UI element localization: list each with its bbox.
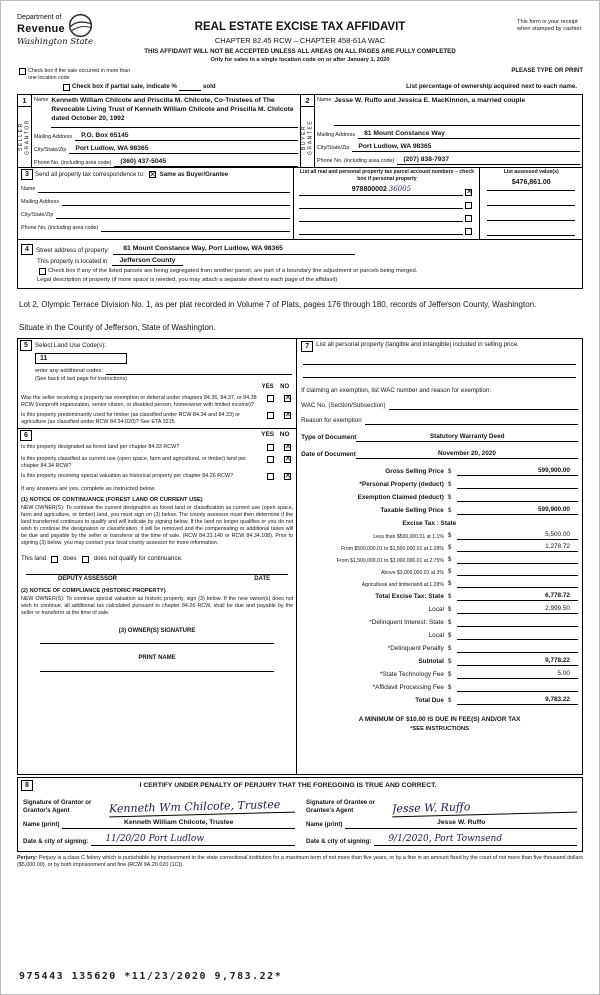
logo-revenue-text: Revenue xyxy=(17,23,65,35)
rate-agricultural-label: Agricultural and timberland at 1.28% xyxy=(361,581,444,588)
gross-selling-price-label: Gross Selling Price xyxy=(385,468,444,476)
seller-phone-label: Phone No. (including area code) xyxy=(34,160,112,167)
perjury-label: Perjury: xyxy=(17,855,38,861)
street-address-label: Street address of property: xyxy=(36,246,110,254)
affidavit-processing-fee-value[interactable] xyxy=(457,683,578,692)
q6-2-no-checkbox[interactable] xyxy=(284,456,291,463)
correspondence-mailing-field[interactable] xyxy=(62,197,290,206)
no-column-header-2: NO xyxy=(279,431,290,439)
deputy-assessor-label: DEPUTY ASSESSOR xyxy=(58,576,118,583)
partial-sale-label: Check box if partial sale, indicate % xyxy=(72,83,177,91)
this-land-label: This land xyxy=(21,555,47,563)
section-6-number: 6 xyxy=(20,430,32,441)
buyer-mailing-label: Mailing Address xyxy=(317,132,356,139)
notice-continuance-title: (1) NOTICE OF CONTINUANCE (FOREST LAND OR CURRENT USE) xyxy=(21,496,203,503)
buyer-phone-value[interactable]: (207) 838-7937 xyxy=(397,156,580,165)
delinquent-penalty-label: *Delinquent Penalty xyxy=(387,645,444,653)
parcel-personal-checkbox-4[interactable] xyxy=(465,228,472,235)
total-due-value[interactable]: 9,783.22 xyxy=(457,696,578,705)
doc-type-value[interactable]: Statutory Warranty Deed xyxy=(356,433,578,442)
seller-section xyxy=(18,95,300,167)
seller-grantor-vertical-label: SELLER GRANTOR xyxy=(18,119,31,156)
parcel-number-handwritten: 36005 xyxy=(388,185,412,194)
owners-signature-label: (3) OWNER(S) SIGNATURE xyxy=(118,627,196,634)
section-7: 7 List all personal property (tangible and intangible) included in selling price. If claiming an exemption, list WAC number and reason for exemption: WAC No. (Section/Subsection) Reason for exemption Type of Document Statutory Warranty Deed Date of Document November 20, 2020 Gross Selling Price $ 599,900.00 *Personal Property (deduct) $ Exemption Claimed (deduct) $ Taxable Selling Price $ 599,900.00 Excise Tax : State Less than $500,000.01 at 1.1% $ 5,500.00 From $500,000.01 to $1,500,000.01 at 1.28% $ 1,278.72 From $1,500,000.01 to $3,000,000.01 at 2.75% $ Above $3,000,000.01 at 3% $ Agricultural and timberland at 1.28% $ Total Excise Tax: State $ 6,778.72 Local $ 2,999.50 *Delinquent Interest: State $ Local $ *Delinquent Penalty $ Subtotal $ 9,778.22 *State Technology Fee $ 5.00 *Affidavit Processing Fee $ Total Due $ 9,783.22 A MINIMUM OF $10.00 IS DUE IN FEE(S) AND/OR TAX *SEE INSTRUCTIONS xyxy=(297,338,583,775)
assessed-value-3[interactable] xyxy=(487,209,575,221)
buyer-section xyxy=(300,95,582,167)
assessed-value-header: List assessed value(s) xyxy=(503,169,559,176)
exemption-claimed-label: Exemption Claimed (deduct) xyxy=(357,494,444,502)
section-3 xyxy=(17,168,583,240)
land-does-checkbox[interactable] xyxy=(51,556,58,563)
single-location-note: Only for sales in a single location code on or after January 1, 2020 xyxy=(210,56,390,63)
seller-name-label: Name xyxy=(34,97,49,104)
segregated-checkbox[interactable] xyxy=(39,268,46,275)
grantor-signature-block xyxy=(18,791,300,851)
delinquent-penalty-value[interactable] xyxy=(457,644,578,653)
parcel-number-value[interactable]: 978800002 xyxy=(351,186,387,194)
buyer-city-label: City/State/Zip xyxy=(317,145,350,152)
grantor-name-print-value[interactable]: Kenneth William Chilcote, Trustee xyxy=(62,819,295,828)
segregated-note: Check box if any of the listed parcels are being segregated from another parcel, are part of a boundary line adjustment or parcels being merged. xyxy=(48,268,418,275)
parcel-header-line1: List all real and personal property tax parcel account numbers xyxy=(299,169,454,176)
buyer-city-value[interactable]: Port Ludlow, WA 98365 xyxy=(352,143,580,152)
total-excise-state-value[interactable]: 6,778.72 xyxy=(457,592,578,601)
grantor-signature[interactable]: Kenneth Wm Chilcote, Trustee xyxy=(109,797,295,817)
section-1-number: 1 xyxy=(18,95,31,107)
subtotal-value[interactable]: 9,778.22 xyxy=(457,657,578,666)
no-column-header: NO xyxy=(280,384,290,391)
rate-tier-1-label: Less than $500,000.01 at 1.1% xyxy=(373,533,444,540)
q5-2-no-checkbox[interactable] xyxy=(284,412,291,419)
parties-section xyxy=(17,94,583,168)
parcel-number-field-3[interactable] xyxy=(299,212,463,222)
rate-agricultural-value[interactable] xyxy=(457,579,578,588)
notice-continuance-body: NEW OWNER(S): To continue the current designation as forest land or classification as current use (open space, farm and agriculture, or timber) land, you must sign on (3) below. The county assessor must then determine if the land transferred continues to qualify and will indicate by signing below. If the land no longer qualifies or you do not wish to continue the designation or classification, it will be removed and the compensating or additional taxes will be due and payable by the seller or transferor at the time of sale. (RCW 84.33.140 or RCW 84.34.108). Prior to signing (3) below, you may contact your local county assessor for more information. xyxy=(21,505,294,547)
grantor-signature-label: Signature of Grantor or Grantor's Agent xyxy=(23,798,92,814)
street-address-value[interactable]: 81 Mount Constance Way, Port Ludlow, WA 98365 xyxy=(113,245,355,254)
q5-1-no-checkbox[interactable] xyxy=(284,395,291,402)
legal-description-value[interactable]: Lot 2, Olympic Terrace Division No. 1, as per plat recorded in Volume 7 of Plats, pages 176 through 180, records of Jefferson County, Washington. xyxy=(19,299,537,309)
wac-no-label: WAC No. (Section/Subsection) xyxy=(301,402,386,410)
multi-location-label: Check box if the sale occurred in more than one location code xyxy=(28,68,131,81)
seller-city-value[interactable]: Port Ludlow, WA 98365 xyxy=(69,145,298,154)
perjury-text: Perjury is a class C felony which is punishable by imprisonment in the state correctional institution for a maximum term of not more than five years, or by a fine in an amount fixed by the court of not more than five thousand dollars ($5,000.00), or by both imprisonment and fine (RCW 9A.20.020 (1C)). xyxy=(17,855,583,869)
section6-question-2: Is this property classified as current use (open space, farm and agricultural, or timber) land per chapter 84.34 RCW? xyxy=(21,455,247,469)
additional-codes-field[interactable] xyxy=(106,367,292,375)
buyer-grantee-vertical-label: BUYER GRANTEE xyxy=(301,119,314,155)
yes-column-header-2: YES xyxy=(261,431,275,439)
please-type-note: PLEASE TYPE OR PRINT xyxy=(511,68,583,74)
parcel-personal-checkbox-2[interactable] xyxy=(465,202,472,209)
excise-tax-state-header: Excise Tax : State xyxy=(402,520,457,528)
buyer-name-value[interactable]: Jesse W. Ruffo and Jessica E. MacKinnon, a married couple xyxy=(334,96,580,126)
minimum-due-note: A MINIMUM OF $10.00 IS DUE IN FEE(S) AND/OR TAX xyxy=(358,716,521,724)
subtotal-label: Subtotal xyxy=(418,658,444,666)
delinquent-interest-state-value[interactable] xyxy=(457,618,578,627)
land-does-not-checkbox[interactable] xyxy=(82,556,89,563)
doc-type-label: Type of Document xyxy=(301,434,357,442)
rate-tier-2-label: From $500,000.01 to $1,500,000.01 at 1.28% xyxy=(341,545,444,552)
located-in-label: This property is located in xyxy=(37,258,108,266)
doc-date-label: Date of Document xyxy=(301,451,356,459)
receipt-note: This form is your receipt when stamped by cashier. xyxy=(517,19,583,33)
print-name-line[interactable] xyxy=(40,663,274,672)
q6-1-yes-checkbox[interactable] xyxy=(267,444,274,451)
correspondence-city-field[interactable] xyxy=(56,210,290,219)
section-7-number: 7 xyxy=(301,341,313,352)
partial-sale-suffix: sold xyxy=(202,83,216,91)
state-technology-fee-value[interactable]: 5.00 xyxy=(457,670,578,679)
exemption-claimed-value[interactable] xyxy=(457,493,578,502)
correspondence-city-label: City/State/Zip xyxy=(21,212,54,219)
rate-tier-4-value[interactable] xyxy=(457,567,578,576)
section-4 xyxy=(17,240,583,289)
rate-tier-1-value[interactable]: 5,500.00 xyxy=(457,531,578,540)
print-name-label: PRINT NAME xyxy=(138,655,176,662)
total-excise-state-label: Total Excise Tax: State xyxy=(375,593,444,601)
land-use-label: Select Land Use Code(s): xyxy=(35,341,106,349)
rate-tier-3-label: From $1,500,000.01 to $3,000,000.01 at 2.75% xyxy=(336,557,444,564)
form-warning: THIS AFFIDAVIT WILL NOT BE ACCEPTED UNLESS ALL AREAS ON ALL PAGES ARE FULLY COMPLETED xyxy=(144,47,456,55)
q6-3-no-checkbox[interactable] xyxy=(284,473,291,480)
ownership-note: List percentage of ownership acquired next to each name. xyxy=(406,83,577,91)
correspondence-phone-field[interactable] xyxy=(101,223,290,232)
deputy-assessor-signature-line[interactable] xyxy=(26,563,288,575)
section-4-number: 4 xyxy=(21,244,33,255)
legal-description-label: Legal description of property (if more space is needed, you may attach a separate sheet to each page of the affidavit) xyxy=(37,277,338,284)
see-instructions-note: *SEE INSTRUCTIONS xyxy=(410,726,470,733)
form-chapter: CHAPTER 82.45 RCW – CHAPTER 458-61A WAC xyxy=(214,36,386,46)
located-county-value[interactable]: Jefferson County xyxy=(112,257,184,266)
buyer-mailing-value[interactable]: 81 Mount Constance Way xyxy=(358,130,580,139)
if-yes-note: If any answers are yes, complete as instructed below. xyxy=(21,485,156,492)
notice-compliance-body: NEW OWNER(S): To continue special valuation as historic property, sign (3) below. If the new owner(s) does not wish to continue, all additional tax calculated pursuant to chapter 84.26 RCW, shall be due and payable by the seller or transferor at the time of sale. xyxy=(21,595,294,616)
q5-2-yes-checkbox[interactable] xyxy=(267,412,274,419)
local-tax-label: Local xyxy=(428,606,444,614)
parcel-number-field-4[interactable] xyxy=(299,225,463,235)
assessed-value-2[interactable] xyxy=(487,194,575,206)
grantor-date-city-label: Date & city of signing: xyxy=(23,838,89,846)
section6-question-1: Is this property designated as forest land per chapter 84.33 RCW? xyxy=(21,443,180,450)
q6-1-no-checkbox[interactable] xyxy=(284,444,291,451)
correspondence-phone-label: Phone No. (including area code) xyxy=(21,225,99,232)
reason-exemption-label: Reason for exemption xyxy=(301,417,362,425)
correspondence-name-field[interactable] xyxy=(38,184,290,193)
buyer-phone-label: Phone No. (including area code) xyxy=(317,158,395,165)
parcel-personal-checkbox-3[interactable] xyxy=(465,215,472,222)
partial-sale-percent-field[interactable] xyxy=(179,83,201,91)
correspondence-name-label: Name xyxy=(21,186,36,193)
does-not-label: does not qualify for continuance. xyxy=(93,555,183,563)
taxable-selling-price-label: Taxable Selling Price xyxy=(380,507,444,515)
local-tax-value[interactable]: 2,999.50 xyxy=(457,605,578,614)
rate-tier-4-label: Above $3,000,000.01 at 3% xyxy=(381,569,444,576)
same-as-buyer-label: Same as Buyer/Grantee xyxy=(159,170,229,178)
personal-property-line-1[interactable] xyxy=(303,352,576,365)
grantee-date-city-label: Date & city of signing: xyxy=(306,838,372,846)
multi-location-checkbox[interactable] xyxy=(19,68,26,75)
dor-circle-icon xyxy=(68,13,93,38)
additional-codes-label: enter any additional codes: xyxy=(35,368,103,375)
land-use-code-value[interactable]: 11 xyxy=(35,353,127,364)
section-8-number: 8 xyxy=(21,780,33,791)
seller-city-label: City/State/Zip xyxy=(34,147,67,154)
correspondence-mailing-label: Mailing Address xyxy=(21,199,60,206)
grantor-name-print-label: Name (print) xyxy=(23,821,60,828)
section-8 xyxy=(17,777,583,852)
affidavit-processing-fee-label: *Affidavit Processing Fee xyxy=(372,684,444,692)
section-6 xyxy=(17,429,297,776)
buyer-name-label: Name xyxy=(317,97,332,104)
parcel-header-line2: – check box if personal property xyxy=(357,169,474,182)
certify-statement: I CERTIFY UNDER PENALTY OF PERJURY THAT THE FOREGOING IS TRUE AND CORRECT. xyxy=(139,781,437,789)
logo-dept-text: Department of xyxy=(17,14,62,22)
state-technology-fee-label: *State Technology Fee xyxy=(379,671,444,679)
rate-tier-2-value[interactable]: 1,278.72 xyxy=(457,543,578,552)
parcel-number-field-2[interactable] xyxy=(299,199,463,209)
grantor-date-city-value[interactable]: 11/20/20 Port Ludlow xyxy=(91,834,295,846)
q6-3-yes-checkbox[interactable] xyxy=(267,473,274,480)
grantee-name-print-label: Name (print) xyxy=(306,821,343,828)
send-correspondence-label: Send all property tax correspondence to: xyxy=(35,170,145,178)
section5-question-1: Was the seller receiving a property tax exemption or deferral under chapters 84.36, 84.37, or 84.38 RCW (nonprofit organization, senior citizen, or disabled person, homeowner with limited income)? xyxy=(21,394,257,408)
section-2-number: 2 xyxy=(301,95,314,107)
see-back-note: (See back of last page for instructions) xyxy=(35,376,127,383)
section-5 xyxy=(17,338,297,428)
gross-selling-price-value[interactable]: 599,900.00 xyxy=(457,467,578,476)
section6-question-3: Is this property receiving special valuation as historical property per chapter 84.26 RCW? xyxy=(21,472,234,479)
grantee-date-city-value[interactable]: 9/1/2020, Port Townsend xyxy=(374,834,577,846)
multi-location-row xyxy=(17,68,583,81)
grantee-name-print-value[interactable]: Jesse W. Ruffo xyxy=(345,819,577,828)
wac-no-field[interactable] xyxy=(389,401,578,410)
perjury-notice xyxy=(17,855,583,870)
seller-phone-value[interactable]: (360) 437-5045 xyxy=(114,158,298,167)
grantee-signature[interactable]: Jesse W. Ruffo xyxy=(392,797,577,817)
delinquent-interest-local-value[interactable] xyxy=(457,631,578,640)
situate-statement: Situate in the County of Jefferson, State of Washington. xyxy=(19,323,216,333)
personal-property-deduct-label: *Personal Property (deduct) xyxy=(359,481,444,489)
q5-1-yes-checkbox[interactable] xyxy=(267,395,274,402)
notice-compliance-title: (2) NOTICE OF COMPLIANCE (HISTORIC PROPERTY) xyxy=(21,587,166,594)
owners-signature-line[interactable] xyxy=(40,635,274,644)
q6-2-yes-checkbox[interactable] xyxy=(267,456,274,463)
same-as-buyer-checkbox[interactable] xyxy=(149,171,156,178)
doc-date-value[interactable]: November 20, 2020 xyxy=(356,450,578,459)
taxable-selling-price-value[interactable]: 599,900.00 xyxy=(457,506,578,515)
partial-sale-row xyxy=(17,83,583,91)
partial-sale-checkbox[interactable] xyxy=(63,84,70,91)
section-3-number: 3 xyxy=(21,169,33,180)
grantee-signature-block xyxy=(300,791,582,851)
exemption-label: If claiming an exemption, list WAC number and reason for exemption: xyxy=(301,387,492,395)
section-5-number: 5 xyxy=(20,340,32,351)
personal-property-label: List all personal property (tangible and intangible) included in selling price. xyxy=(316,341,519,349)
personal-property-line-2[interactable] xyxy=(303,365,576,378)
delinquent-interest-state-label: *Delinquent Interest: State xyxy=(369,619,444,627)
reason-exemption-field[interactable] xyxy=(365,416,578,425)
rate-tier-3-value[interactable] xyxy=(457,555,578,564)
parcel-personal-checkbox-1[interactable] xyxy=(465,189,472,196)
form-title: REAL ESTATE EXCISE TAX AFFIDAVIT xyxy=(194,21,406,33)
does-label: does xyxy=(63,555,77,563)
assessed-value-1[interactable]: $476,861.00 xyxy=(487,179,575,191)
dor-logo xyxy=(17,13,137,48)
cashier-stamp: 975443 135620 *11/23/2020 9,783.22* xyxy=(19,970,283,982)
grantee-signature-label: Signature of Grantee or Grantee's Agent xyxy=(306,798,376,814)
assessed-value-4[interactable] xyxy=(487,224,575,236)
section5-question-2: Is this property predominantly used for timber (as classified under RCW 84.34 and 84.33) or agriculture (as classified under RCW 84.34.020)? See ETA 3215 xyxy=(21,411,241,425)
logo-state-text: Washington State xyxy=(17,37,93,47)
delinquent-interest-local-label: Local xyxy=(428,632,444,640)
form-header xyxy=(17,11,583,67)
seller-name-value[interactable]: Kenneth William Chilcote and Priscilla M. Chilcote, Co-Trustees of The Revocable Living Trust of Kenneth William Chilcote and Priscilla M. Chilcote dated October 20, 1992 xyxy=(51,96,298,128)
total-due-label: Total Due xyxy=(415,697,444,705)
seller-mailing-value[interactable]: P.O. Box 65145 xyxy=(75,132,298,141)
personal-property-deduct-value[interactable] xyxy=(457,480,578,489)
seller-mailing-label: Mailing Address xyxy=(34,134,73,141)
date-label: DATE xyxy=(254,576,271,583)
yes-column-header: YES xyxy=(261,384,274,391)
title-block xyxy=(130,11,470,64)
